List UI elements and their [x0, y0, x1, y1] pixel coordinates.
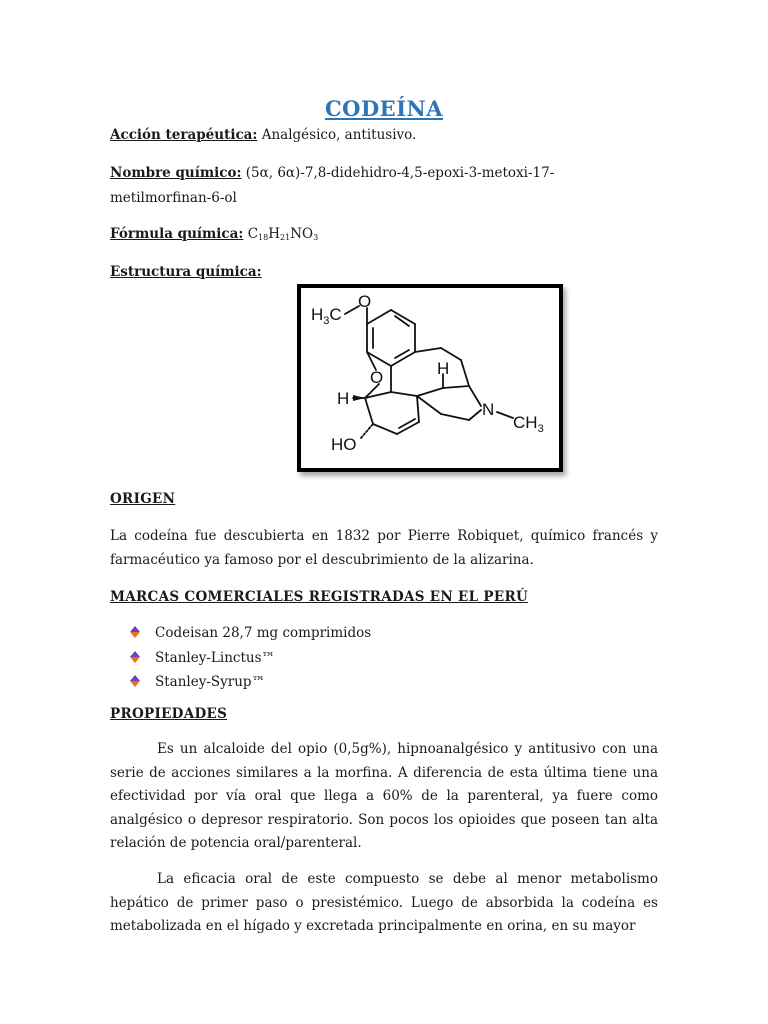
propiedades-heading: PROPIEDADES — [110, 706, 228, 722]
origen-heading: ORIGEN — [110, 491, 176, 507]
h-top-label: H — [437, 359, 450, 378]
ring-oxygen-label: O — [370, 368, 384, 387]
bond — [417, 396, 441, 414]
ch3-label: $CH_3$ — [513, 413, 544, 435]
wedge-bond — [353, 395, 365, 401]
bond — [417, 396, 419, 422]
origen-text: La codeína fue descubierta en 1832 por Pierre Robiquet, químico francés y farmacéutico ya famoso por el descubrimiento de la alizarina. — [110, 528, 658, 568]
list-item: Codeisan 28,7 mg comprimidos — [130, 623, 371, 648]
codeine-structure-diagram — [301, 288, 559, 468]
nombre-value-line2: metilmorfinan-6-ol — [110, 190, 237, 206]
bond — [469, 386, 481, 406]
chemical-structure-frame — [297, 284, 563, 472]
bond — [361, 424, 373, 438]
h3c-label: $H_3C$ — [311, 305, 342, 327]
hydroxyl-label: HO — [331, 435, 357, 454]
marcas-heading: MARCAS COMERCIALES REGISTRADAS EN EL PERÚ — [110, 589, 529, 605]
accion-label: Acción terapéutica: — [110, 127, 258, 143]
methoxy-oxygen-label: O — [358, 292, 372, 311]
page-title: CODEÍNA — [324, 96, 444, 121]
bond — [395, 316, 409, 326]
list-item: Stanley-Syrup™ — [130, 672, 371, 697]
arrow-bullet-icon — [130, 651, 140, 663]
bond — [415, 348, 441, 352]
nombre-line — [110, 165, 554, 181]
formula-line — [110, 226, 318, 242]
list-item: Stanley-Linctus™ — [130, 648, 371, 673]
arrow-bullet-icon — [130, 675, 140, 687]
formula-value: $C_{18}H_{21}NO_3$ — [247, 226, 319, 242]
h-left-label: H — [337, 389, 350, 408]
bond — [417, 388, 443, 396]
bond — [469, 410, 481, 420]
bond — [441, 414, 469, 420]
accion-line — [110, 127, 416, 143]
accion-value: Analgésico, antitusivo. — [261, 127, 417, 143]
marcas-list — [130, 623, 371, 697]
bond — [365, 398, 373, 424]
nombre-value-line1: (5α, 6α)-7,8-didehidro-4,5-epoxi-3-metoxi-17- — [245, 165, 555, 181]
bond — [399, 419, 415, 428]
propiedades-paragraph-2: La eficacia oral de este compuesto se debe al menor metabolismo hepático de primer paso o presistémico. Luego de absorbida la codeína es metabolizada en el hígado y excretada principalmente en orina, en su mayor — [110, 871, 658, 935]
nombre-label: Nombre químico: — [110, 165, 242, 181]
bond — [497, 412, 513, 418]
bond — [345, 306, 359, 314]
nitrogen-label: N — [482, 400, 495, 419]
bond — [367, 310, 391, 324]
bond — [443, 386, 469, 388]
bond — [461, 360, 469, 386]
bond — [373, 424, 397, 434]
arrow-bullet-icon — [130, 626, 140, 638]
propiedades-paragraph-1: Es un alcaloide del opio (0,5g%), hipnoanalgésico y antitusivo con una serie de acciones similares a la morfina. A diferencia de esta última tiene una efectividad por vía oral que llega a 60% de la parenteral, ya fuere como analgésico o depresor respiratorio. Son pocos los opioides que poseen tan alta relación de potencia oral/parenteral. — [110, 741, 658, 852]
bond — [391, 392, 417, 396]
estructura-label: Estructura química: — [110, 264, 262, 280]
formula-label: Fórmula química: — [110, 226, 244, 242]
